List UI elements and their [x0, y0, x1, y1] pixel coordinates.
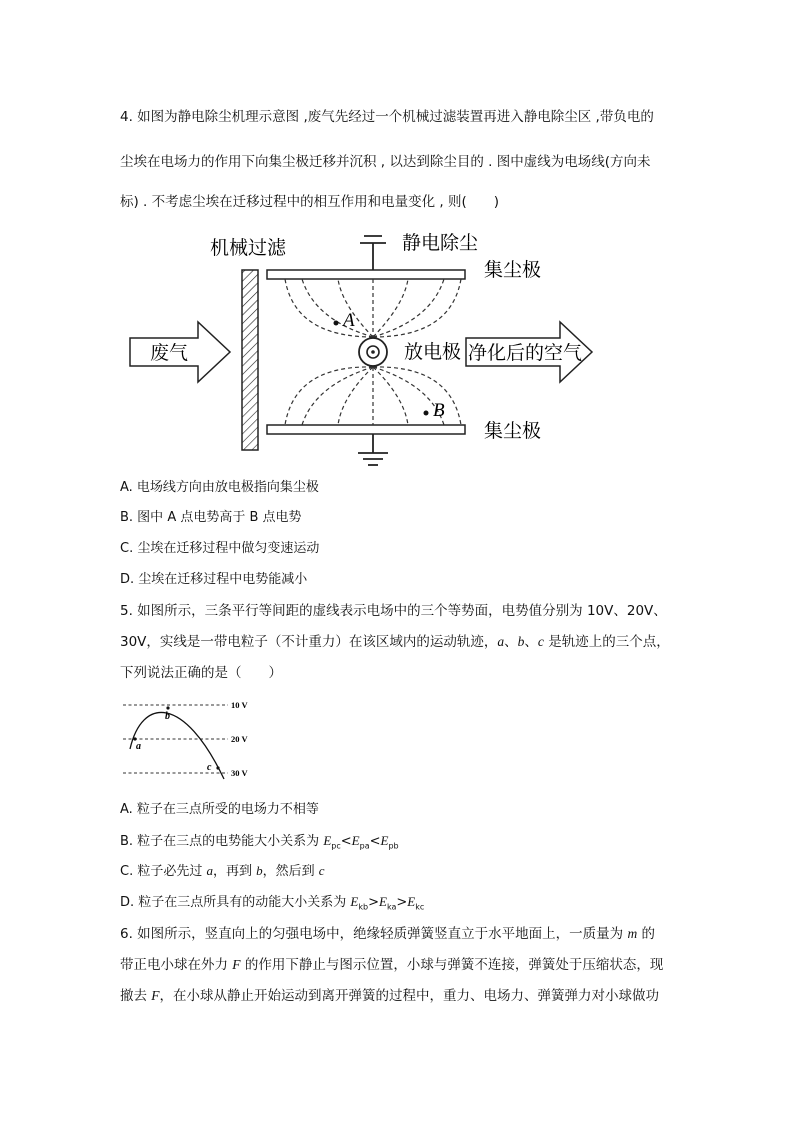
- q6-line-2-text: 带正电小球在外力: [120, 957, 233, 973]
- q5-line-2: [120, 633, 670, 651]
- point-a-label: A: [343, 310, 355, 331]
- q5-line-2-tail: 是轨迹上的三个点，: [543, 634, 670, 650]
- q6-line-2-tail: 的作用下静止与图示位置，小球与弹簧不连接，弹簧处于压缩状态，现: [240, 957, 664, 973]
- discharge-label: 放电极: [404, 341, 462, 363]
- q5-d-e2: E: [379, 894, 387, 909]
- q5-var-a: a: [497, 634, 505, 649]
- point-a-dot: [334, 321, 339, 326]
- q6-var-f1: F: [232, 957, 241, 972]
- ground-symbol-bottom: [358, 434, 388, 465]
- potential-20v: 20 V: [231, 734, 248, 744]
- q4-line-2: 尘埃在电场力的作用下向集尘极迁移并沉积 , 以达到除尘目的 . 图中虚线为电场线(方向未: [120, 154, 651, 170]
- q6-line-1-tail: 的: [637, 926, 656, 942]
- potential-10v: 10 V: [231, 700, 248, 710]
- q5-sep-2: 、: [524, 634, 538, 650]
- collector-plate-top: [267, 270, 465, 279]
- q5-option-c: [120, 862, 325, 881]
- collector-label-top: 集尘极: [484, 259, 542, 281]
- q5-d-gt2: >: [396, 895, 408, 910]
- q4-option-d: D. 尘埃在迁移过程中电势能减小: [120, 572, 308, 587]
- q6-line-2: [120, 956, 663, 974]
- equipotential-trajectory-diagram: [120, 695, 270, 785]
- q6-line-3-tail: ，在小球从静止开始运动到离开弹簧的过程中，重力、电场力、弹簧弹力对小球做功: [159, 988, 660, 1004]
- q5-c-mid2: ，然后到: [262, 864, 319, 879]
- q5-sep-1: 、: [504, 634, 518, 650]
- q4-line-3: 标) . 不考虑尘埃在迁移过程中的相互作用和电量变化 , 则( ): [120, 194, 500, 210]
- q5-option-d: [120, 893, 424, 917]
- q5-b-e2: E: [351, 833, 360, 848]
- q5-b-s2: pa: [359, 841, 370, 851]
- ground-symbol-top: [360, 236, 386, 270]
- q5-c-c: c: [318, 863, 325, 878]
- label-a: a: [136, 741, 141, 752]
- collector-plate-bottom: [267, 425, 465, 434]
- q6-line-3-text: 撤去: [120, 988, 152, 1004]
- mechanical-filter: [242, 270, 258, 450]
- q5-b-s1: pc: [331, 841, 341, 851]
- q5-b-e1: E: [323, 833, 332, 848]
- q5-option-c-text: C. 粒子必先过: [120, 864, 207, 879]
- q6-var-m: m: [627, 926, 638, 941]
- q5-b-e3: E: [380, 833, 389, 848]
- point-b-label: B: [433, 400, 445, 421]
- q5-var-c: c: [537, 634, 544, 649]
- q5-d-s1: kb: [358, 902, 369, 912]
- equipotential-lines: [123, 705, 228, 773]
- q4-option-b: B. 图中 A 点电势高于 B 点电势: [120, 510, 302, 525]
- q5-option-b-text: B. 粒子在三点的电势能大小关系为: [120, 834, 324, 849]
- q5-line-2-text: 30V，实线是一带电粒子（不计重力）在该区域内的运动轨迹，: [120, 634, 498, 650]
- filter-label: 机械过滤: [210, 237, 287, 259]
- q6-line-1: [120, 925, 655, 943]
- q5-b-lt2: <: [369, 834, 381, 849]
- q6-line-3: [120, 987, 659, 1005]
- label-c: c: [207, 762, 212, 773]
- q5-option-d-text: D. 粒子在三点所具有的动能大小关系为: [120, 895, 351, 910]
- q5-line-1: 5. 如图所示，三条平行等间距的虚线表示电场中的三个等势面，电势值分别为 10V、20V、: [120, 603, 667, 619]
- q5-var-b: b: [517, 634, 525, 649]
- electrostatic-label: 静电除尘: [402, 232, 479, 254]
- electrostatic-precipitator-diagram: [120, 225, 600, 470]
- q5-c-mid1: ，再到: [212, 864, 257, 879]
- q5-c-b: b: [256, 863, 263, 878]
- q5-d-e1: E: [350, 894, 359, 909]
- q6-var-f2: F: [151, 988, 160, 1003]
- q4-option-a: A. 电场线方向由放电极指向集尘极: [120, 480, 319, 495]
- q6-line-1-text: 6. 如图所示，竖直向上的匀强电场中，绝缘轻质弹簧竖直立于水平地面上，一质量为: [120, 926, 628, 942]
- q4-option-c: C. 尘埃在迁移过程中做匀变速运动: [120, 541, 320, 556]
- q4-line-1: 4. 如图为静电除尘机理示意图 ,废气先经过一个机械过滤装置再进入静电除尘区 ,带负电的: [120, 109, 654, 125]
- label-b: b: [165, 711, 170, 722]
- q5-d-s3: kc: [415, 902, 425, 912]
- discharge-electrode-center: [371, 350, 375, 354]
- q5-d-e3: E: [407, 894, 416, 909]
- q5-d-gt1: >: [368, 895, 379, 910]
- potential-30v: 30 V: [231, 768, 248, 778]
- q5-c-a: a: [206, 863, 213, 878]
- q5-d-s2: ka: [386, 902, 397, 912]
- clean-air-label: 净化后的空气: [468, 342, 583, 364]
- point-b-dot: [424, 411, 429, 416]
- q5-option-b: [120, 832, 399, 856]
- q5-b-lt1: <: [340, 834, 352, 849]
- q5-line-3: 下列说法正确的是（ ）: [120, 665, 282, 681]
- point-b: [166, 706, 169, 709]
- collector-label-bottom: 集尘极: [484, 420, 542, 442]
- q5-option-a: A. 粒子在三点所受的电场力不相等: [120, 802, 319, 817]
- waste-gas-label: 废气: [150, 342, 189, 364]
- q5-b-s3: pb: [388, 841, 399, 851]
- point-c: [216, 766, 219, 769]
